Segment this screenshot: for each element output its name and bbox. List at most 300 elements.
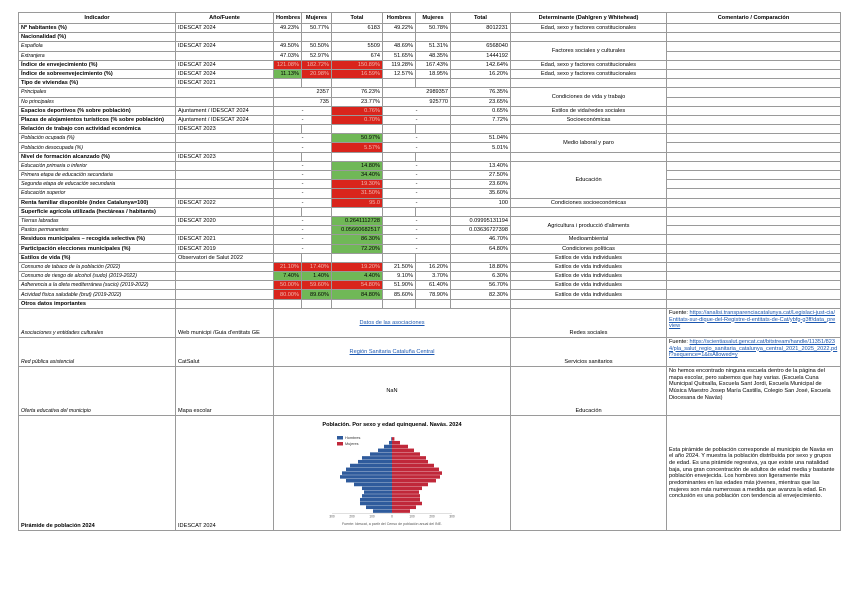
bar-mujeres: [392, 452, 420, 456]
source-cell: IDESCAT 2023: [176, 125, 274, 134]
value-cell: 5.01%: [451, 143, 511, 152]
source-cell: IDESCAT 2021: [176, 235, 274, 244]
bar-hombres: [378, 448, 392, 452]
bar-hombres: [342, 471, 392, 475]
value-cell: 50.77%: [302, 24, 332, 33]
indicator-label: Asociaciones y entidades culturales: [19, 308, 176, 337]
table-row: [19, 207, 841, 216]
region-sanitaria-link[interactable]: Región Sanitaria Cataluña Central: [349, 348, 435, 355]
header-cell: Total: [332, 13, 383, 24]
value-cell: 735: [274, 97, 332, 106]
value-cell: 50.00%: [274, 281, 302, 290]
indicator-label: Red pública asistencial: [19, 337, 176, 366]
value-cell: 19.30%: [332, 180, 383, 189]
determinant-cell: Edad, sexo y factores constitucionales: [511, 60, 667, 69]
bar-mujeres: [392, 471, 442, 475]
determinant-cell: Estilos de vida individuales: [511, 281, 667, 290]
value-cell: 16.20%: [451, 69, 511, 78]
bar-mujeres: [392, 490, 419, 494]
comment-cell: No hemos encontrado ninguna escuela dentro de la página del mapa escolar, pero sabemos que hay varias. (Escuela Cuna Municipal Quitxalla, Escuela Sant Jordi, Escuela Municipal de Música Maestro Josep María Castilla, Colegio San José, Escuela Diocesana de Navàs): [667, 366, 841, 415]
value-cell: -: [383, 189, 451, 198]
determinant-cell: Edad, sexo y factores constitucionales: [511, 24, 667, 33]
value-cell: -: [274, 216, 332, 225]
bar-hombres: [364, 490, 392, 494]
comment-cell: Esta pirámide de población corresponde al municipio de Navàs en el año 2024. Y muestra la población distribuida por sexo y grupos de edad. Es una pirámide regresiva, ya que existe una natalidad baja, una gran concentración de adultos de edad media y bastante población envejecida. Los hombres son ligeramente más predominantes en las edades más jóvenes, mientras que las mujeres son más numerosas a medida que avanza la edad. En conclusión es una población con tendencia al envejecimiento.: [667, 415, 841, 530]
source-cell: IDESCAT 2019: [176, 244, 274, 253]
determinant-cell: Condiciones de vida y trabajo: [511, 88, 667, 106]
bar-hombres: [360, 498, 392, 502]
bar-mujeres: [392, 460, 428, 464]
bar-mujeres: [392, 445, 408, 449]
table-row: [19, 69, 841, 78]
source-cell: IDESCAT 2024: [176, 415, 274, 530]
value-cell: 89.60%: [302, 290, 332, 299]
header-cell: Mujeres: [302, 13, 332, 24]
value-cell: 13.40%: [451, 161, 511, 170]
value-cell: 51.04%: [451, 134, 511, 143]
value-cell: 0.2641112728: [332, 216, 383, 225]
x-tick-label: 200: [429, 514, 435, 519]
value-cell: -: [274, 171, 332, 180]
bar-mujeres: [392, 448, 414, 452]
bar-hombres: [354, 483, 392, 487]
value-cell: -: [383, 180, 451, 189]
value-cell: 61.40%: [416, 281, 451, 290]
table-row: [19, 88, 841, 97]
indicator-label: Estilos de vida (%): [19, 253, 176, 262]
table-row: [19, 366, 841, 415]
value-cell: -: [383, 161, 451, 170]
bar-hombres: [340, 475, 392, 479]
header-cell: Mujeres: [416, 13, 451, 24]
value-cell: 0.76%: [332, 106, 383, 115]
bar-hombres: [350, 464, 392, 468]
value-cell: -: [383, 198, 451, 207]
value-cell: 1.40%: [302, 272, 332, 281]
indicator-label: Espacios deportivos (% sobre población): [19, 106, 176, 115]
value-cell: 50.78%: [416, 24, 451, 33]
value-cell: 2357: [274, 88, 332, 97]
value-cell: 121.08%: [274, 60, 302, 69]
value-cell: 48.35%: [416, 51, 451, 60]
table-row: [19, 226, 841, 235]
bar-hombres: [360, 502, 392, 506]
value-cell: 1444192: [451, 51, 511, 60]
header-cell: Total: [451, 13, 511, 24]
determinant-cell: Estilos de vida individuales: [511, 262, 667, 271]
table-row: [19, 161, 841, 170]
value-cell: 19.20%: [332, 262, 383, 271]
value-cell: 49.22%: [383, 24, 416, 33]
value-cell: 27.50%: [451, 171, 511, 180]
source-cell: IDESCAT 2022: [176, 198, 274, 207]
chart-title: Población. Por sexo y edad quinquenal. Navàs. 2024: [322, 421, 462, 428]
indicator-label: Superficie agrícola utilizada (hectáreas / habitants): [19, 207, 176, 216]
source-cell: IDESCAT 2020: [176, 216, 274, 225]
value-cell: 46.70%: [451, 235, 511, 244]
bar-mujeres: [392, 486, 422, 490]
determinant-cell: Condiciones políticas: [511, 244, 667, 253]
x-tick-label: 100: [369, 514, 375, 519]
bar-hombres: [362, 486, 392, 490]
value-cell: 82.30%: [451, 290, 511, 299]
source-cell: Ajuntament / IDESCAT 2024: [176, 115, 274, 124]
value-cell: 7.72%: [451, 115, 511, 124]
table-row: [19, 189, 841, 198]
value-cell: 925770: [383, 97, 451, 106]
value-cell: 49.50%: [274, 42, 302, 51]
value-cell: -: [383, 244, 451, 253]
header-cell: Comentario / Comparación: [667, 13, 841, 24]
value-cell: 80.00%: [274, 290, 302, 299]
value-cell: 674: [332, 51, 383, 60]
value-cell: 182.72%: [302, 60, 332, 69]
value-cell: 9.10%: [383, 272, 416, 281]
value-cell: 18.80%: [451, 262, 511, 271]
table-row: [19, 51, 841, 60]
value-cell: 5.57%: [332, 143, 383, 152]
value-cell: -: [383, 115, 451, 124]
table-row: [19, 216, 841, 225]
source-cell: Mapa escolar: [176, 366, 274, 415]
table-row: [19, 272, 841, 281]
table-row: [19, 79, 841, 88]
source-cell: Ajuntament / IDESCAT 2024: [176, 106, 274, 115]
value-cell: -: [274, 235, 332, 244]
indicator-label: Población ocupada (%): [19, 134, 176, 143]
table-row: [19, 415, 841, 530]
table-row: [19, 244, 841, 253]
value-cell: 18.95%: [416, 69, 451, 78]
table-row: [19, 60, 841, 69]
determinant-cell: Educación: [511, 366, 667, 415]
value-cell: 21.10%: [274, 262, 302, 271]
source-link[interactable]: https://analisi.transparenciacatalunya.cat/Legislaci-just-cia/Entitats-sur-dique-del-Registre-d-entitats-de-Cat/ybfg-g3ff/data_preview: [669, 309, 836, 330]
bar-mujeres: [392, 456, 426, 460]
bar-mujeres: [392, 505, 416, 509]
table-row: [19, 125, 841, 134]
table-row: [19, 299, 841, 308]
table-row: [19, 134, 841, 143]
bar-mujeres: [392, 437, 394, 441]
value-cell: 16.20%: [416, 262, 451, 271]
value-cell: 78.90%: [416, 290, 451, 299]
table-row: [19, 198, 841, 207]
bar-hombres: [373, 509, 392, 512]
bar-mujeres: [392, 475, 440, 479]
value-cell: -: [383, 226, 451, 235]
comment-cell: Fuente: https://analisi.transparenciacatalunya.cat/Legislaci-just-cia/Entitats-sur-dique-del-Registre-d-entitats-de-Cat/ybfg-g3ff/data_preview: [667, 308, 841, 337]
legend-label: Mujeres: [345, 441, 359, 446]
value-cell: -: [274, 189, 332, 198]
indicator-label: Extranjera: [19, 51, 176, 60]
value-cell: -: [274, 143, 332, 152]
bar-hombres: [389, 441, 392, 445]
bar-hombres: [384, 445, 392, 449]
indicator-label: Educación primaria o inferior: [19, 161, 176, 170]
value-cell: 142.64%: [451, 60, 511, 69]
bar-hombres: [346, 467, 392, 471]
bar-mujeres: [392, 441, 400, 445]
value-cell: 2989357: [383, 88, 451, 97]
indicator-label: Principales: [19, 88, 176, 97]
value-cell: 86.30%: [332, 235, 383, 244]
value-cell: 59.60%: [302, 281, 332, 290]
x-tick-label: 300: [329, 514, 335, 519]
bar-hombres: [366, 505, 392, 509]
determinant-cell: Medio laboral y paro: [511, 134, 667, 152]
determinant-cell: Estilos de vida individuales: [511, 253, 667, 262]
value-cell: 56.70%: [451, 281, 511, 290]
value-cell: 76.35%: [451, 88, 511, 97]
table-row: [19, 115, 841, 124]
value-cell: 47.03%: [274, 51, 302, 60]
indicator-label: Pastos permanentes: [19, 226, 176, 235]
spreadsheet: [18, 12, 840, 531]
table-row: [19, 42, 841, 51]
comment-cell: [667, 24, 841, 33]
indicator-label: Segunda etapa de educación secundaria: [19, 180, 176, 189]
header-cell: Año/Fuente: [176, 13, 274, 24]
indicator-label: Relación de trabajo con actividad económica: [19, 125, 176, 134]
value-cell: -: [383, 134, 451, 143]
value-cell: 150.89%: [332, 60, 383, 69]
value-cell: 0.70%: [332, 115, 383, 124]
source-cell: IDESCAT 2021: [176, 79, 274, 88]
table-row: [19, 97, 841, 106]
determinant-cell: Estilos de vida individuales: [511, 272, 667, 281]
indicator-label: No principales: [19, 97, 176, 106]
value-cell: 95.0: [332, 198, 383, 207]
value-cell: -: [383, 235, 451, 244]
value-cell: 4.40%: [332, 272, 383, 281]
header-cell: Hombres: [383, 13, 416, 24]
value-cell: 64.80%: [451, 244, 511, 253]
x-tick-label: 100: [409, 514, 415, 519]
value-cell: 6.30%: [451, 272, 511, 281]
value-cell: 21.50%: [383, 262, 416, 271]
indicator-label: Nivel de formación alcanzado (%): [19, 152, 176, 161]
value-cell: -: [383, 216, 451, 225]
indicator-label: Residuos municipales – recogida selectiva (%): [19, 235, 176, 244]
indicator-label: Tipo de viviendas (%): [19, 79, 176, 88]
comment-cell: Fuente: https://scientiasalut.gencat.cat/bitstream/handle/11351/8234/pla_salut_regio_sanitaria_catalunya_central_2021_2025_2022.pdf?sequence=1&isAllowed=y: [667, 337, 841, 366]
value-cell: 6183: [332, 24, 383, 33]
chart-cell: [274, 415, 511, 530]
value-cell: -: [274, 198, 332, 207]
value-cell: 31.50%: [332, 189, 383, 198]
indicator-label: Renta familiar disponible (índex Catalunya=100): [19, 198, 176, 207]
legend-label: Hombres: [345, 435, 361, 440]
indicator-label: Oferta educativa del municipio: [19, 366, 176, 415]
value-cell: 51.90%: [383, 281, 416, 290]
value-cell: 84.80%: [332, 290, 383, 299]
value-cell: 54.80%: [332, 281, 383, 290]
value-cell: 8012231: [451, 24, 511, 33]
value-cell: 52.97%: [302, 51, 332, 60]
value-cell: 11.13%: [274, 69, 302, 78]
bar-hombres: [358, 460, 392, 464]
value-cell: 49.23%: [274, 24, 302, 33]
chart-axis: [329, 513, 455, 518]
value-cell: 14.80%: [332, 161, 383, 170]
table-row: [19, 33, 841, 42]
source-cell: Web municipi /Guia d'entitats GE: [176, 308, 274, 337]
value-cell: 23.77%: [332, 97, 383, 106]
value-cell: -: [383, 106, 451, 115]
determinant-cell: Educación: [511, 161, 667, 198]
value-cell: 35.60%: [451, 189, 511, 198]
header-cell: Hombres: [274, 13, 302, 24]
value-cell: -: [274, 115, 332, 124]
table-row: [19, 24, 841, 33]
source-cell: Observatori de Salut 2022: [176, 253, 274, 262]
bar-hombres: [346, 479, 392, 483]
bar-hombres: [362, 494, 392, 498]
value-cell: 72.20%: [332, 244, 383, 253]
source-cell: CatSalut: [176, 337, 274, 366]
value-cell: 85.60%: [383, 290, 416, 299]
value-cell: 51.65%: [383, 51, 416, 60]
header-cell: Determinante (Dahlgren y Whitehead): [511, 13, 667, 24]
determinant-cell: Redes sociales: [511, 308, 667, 337]
chart-legend: [337, 436, 361, 446]
indicator-label: Índice de sobreenvejecimiento (%): [19, 69, 176, 78]
determinant-cell: Factores sociales y culturales: [511, 42, 667, 60]
value-cell: 7.40%: [274, 272, 302, 281]
population-pyramid-chart: [277, 417, 507, 529]
value-cell: -: [274, 134, 332, 143]
value-cell: -: [383, 143, 451, 152]
indicator-label: Nacionalidad (%): [19, 33, 176, 42]
chart-source: Fuente: Idescat, a partir del Censo de población anual del INE.: [341, 521, 443, 526]
indicator-label: Educación superior: [19, 189, 176, 198]
chart-bars: [340, 437, 442, 513]
table-row: [19, 180, 841, 189]
bar-hombres: [391, 437, 392, 441]
header-cell: Indicador: [19, 13, 176, 24]
determinant-cell: Condiciones socioeconómicas: [511, 198, 667, 207]
value-cell: 0.03636727398: [451, 226, 511, 235]
table-row: [19, 337, 841, 366]
value-cell: 16.59%: [332, 69, 383, 78]
source-cell: IDESCAT 2024: [176, 42, 274, 51]
determinant-cell: Edad, sexo y factores constitucionales: [511, 69, 667, 78]
bar-mujeres: [392, 479, 436, 483]
table-row: [19, 235, 841, 244]
bar-mujeres: [392, 494, 420, 498]
value-cell: 12.57%: [383, 69, 416, 78]
value-cell: 17.40%: [302, 262, 332, 271]
value-cell: 50.97%: [332, 134, 383, 143]
indicator-label: Participación elecciones municipales (%): [19, 244, 176, 253]
value-cell: 50.50%: [302, 42, 332, 51]
bar-hombres: [370, 452, 392, 456]
value-cell: 119.28%: [383, 60, 416, 69]
comment-cell: [667, 42, 841, 51]
table-row: [19, 290, 841, 299]
indicator-label: Índice de envejecimiento (%): [19, 60, 176, 69]
value-cell: 0.05660682517: [332, 226, 383, 235]
table-row: [19, 308, 841, 337]
value-cell: 20.98%: [302, 69, 332, 78]
source-cell: IDESCAT 2023: [176, 152, 274, 161]
indicator-label: Otros datos importantes: [19, 299, 176, 308]
value-cell: 34.40%: [332, 171, 383, 180]
bar-mujeres: [392, 498, 420, 502]
value-cell: 6568040: [451, 42, 511, 51]
indicators-table: [18, 12, 841, 531]
value-cell: -: [274, 106, 332, 115]
value-cell: NaN: [274, 366, 511, 415]
value-cell: 0.09995131194: [451, 216, 511, 225]
bar-mujeres: [392, 467, 439, 471]
legend-swatch: [337, 442, 343, 446]
table-row: [19, 262, 841, 271]
table-row: [19, 281, 841, 290]
indicator-label: Pirámide de población 2024: [19, 415, 176, 530]
value-cell: 48.69%: [383, 42, 416, 51]
indicator-label: Española: [19, 42, 176, 51]
indicator-label: Acividad física saludable (brut) (2019-2022): [19, 290, 176, 299]
value-cell: 100: [451, 198, 511, 207]
bar-hombres: [362, 456, 392, 460]
indicator-label: Primera etapa de educación secundaria: [19, 171, 176, 180]
table-row: [19, 171, 841, 180]
indicator-label: Nº habitantes (%): [19, 24, 176, 33]
table-row: [19, 106, 841, 115]
source-link[interactable]: https://scientiasalut.gencat.cat/bitstream/handle/11351/8234/pla_salut_regio_sanitaria_catalunya_central_2021_2025_2022.pdf?sequence=1&isAllowed=y: [669, 338, 838, 359]
value-cell: -: [274, 226, 332, 235]
value-cell: 23.60%: [451, 180, 511, 189]
legend-swatch: [337, 436, 343, 440]
value-cell: 23.65%: [451, 97, 511, 106]
x-tick-label: 300: [449, 514, 455, 519]
determinant-cell: Agricultura i producció d'aliments: [511, 216, 667, 234]
value-cell: -: [383, 171, 451, 180]
value-cell: 76.23%: [332, 88, 383, 97]
asociaciones-link[interactable]: Datos de las asociaciones: [359, 319, 425, 326]
determinant-cell: Estilos de vida/redes sociales: [511, 106, 667, 115]
value-cell: -: [274, 161, 332, 170]
determinant-cell: Servicios sanitarios: [511, 337, 667, 366]
determinant-cell: Medioambiental: [511, 235, 667, 244]
indicator-label: Tierras labradas: [19, 216, 176, 225]
value-cell: -: [274, 180, 332, 189]
bar-mujeres: [392, 502, 422, 506]
indicator-label: Consumo de riesgo de alcohol (sudo) (2019-2022): [19, 272, 176, 281]
indicator-label: Adherencia a la dieta mediterránea (sucio) (2019-2022): [19, 281, 176, 290]
value-cell: 0.65%: [451, 106, 511, 115]
value-cell: 3.70%: [416, 272, 451, 281]
x-tick-label: 0: [391, 514, 393, 519]
bar-mujeres: [392, 464, 434, 468]
determinant-cell: Socioeconómicas: [511, 115, 667, 124]
header-row: [19, 13, 841, 24]
table-row: [19, 152, 841, 161]
source-cell: IDESCAT 2024: [176, 60, 274, 69]
value-cell: 167.43%: [416, 60, 451, 69]
indicator-label: Plazas de alojamientos turísticos (% sobre población): [19, 115, 176, 124]
source-cell: IDESCAT 2024: [176, 69, 274, 78]
bar-mujeres: [392, 509, 410, 512]
indicator-label: Población desocupada (%): [19, 143, 176, 152]
table-row: [19, 253, 841, 262]
bar-mujeres: [392, 483, 428, 487]
table-row: [19, 143, 841, 152]
value-cell: -: [274, 244, 332, 253]
source-cell: IDESCAT 2024: [176, 24, 274, 33]
